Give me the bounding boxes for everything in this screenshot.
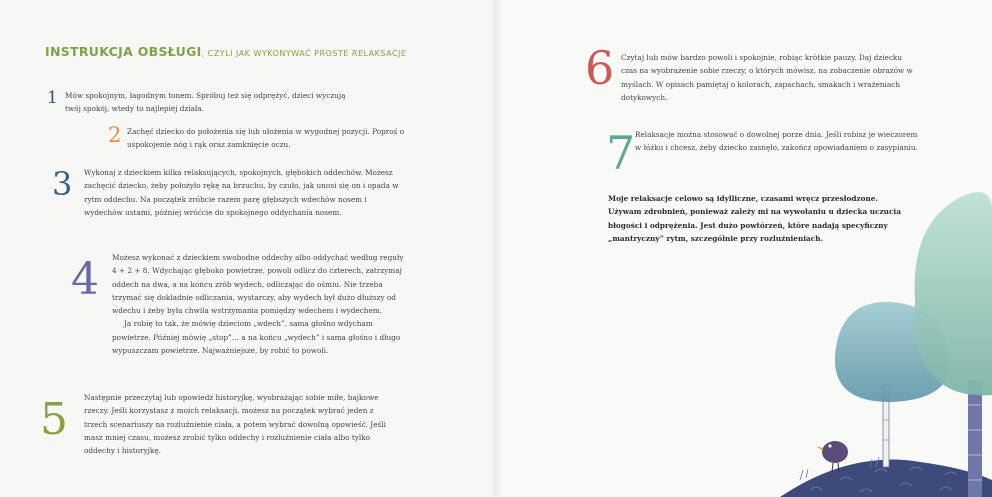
trunk-large bbox=[968, 380, 982, 497]
step-number: 5 bbox=[40, 394, 68, 445]
large-tree-crown bbox=[915, 192, 992, 395]
step-text: Wykonaj z dzieckiem kilka relaksujących, spokojnych, głębokich oddechów. Możesz zachęcić dziecko, żeby położyło rękę na brzuchu, by czuło, jak unosi się on i opada w rytm oddechu. Na początek zróbcie razem parę głębszych wdechów nosem i wydechów ustami, później wróćcie do spokojnego oddychania nosem. bbox=[84, 168, 399, 217]
author-note: Moje relaksacje celowo są idylliczne, czasami wręcz przesłodzone. Używam zdrobnień, ponieważ zależy mi na wywołaniu u dziecka uczucia błogości i odprężenia. Jest dużo powtórzeń, które nadają specyficzny „mantryczny” rytm, szczególnie przy rozluźnieniach. bbox=[608, 194, 901, 243]
step-text: Następnie przeczytaj lub opowiedz historyjkę, wyobrażając sobie miłe, bajkowe rzeczy. Jeśli korzystasz z moich relaksacji, możesz na początek wybrać jeden z trzech scenariuszy na rozluźnienie ciała, a potem wybrać dowolną opowieść. Jeśli masz mniej czasu, możesz zrobić tylko oddechy i rozluźnienie ciała albo tylko oddechy i historyjkę. bbox=[84, 393, 386, 456]
step-text: Zachęć dziecko do położenia się lub ułożenia w wygodnej pozycji. Poproś o uspokojenie nóg i rąk oraz zamknięcie oczu. bbox=[127, 127, 405, 150]
step-text: Możesz wykonać z dzieckiem swobodne oddechy albo oddychać według reguły 4 + 2 + 8. Wdychając głęboko powietrze, powoli odlicz do czterech, zatrzymaj oddech na dwa, a na końcu zrób wydech, odliczając do ośmiu. Nie trzeba trzymać się dokładnie odliczania, wystarczy, aby wydech był dużo dłuższy od wdechu i żeby była chwila wstrzymania pomiędzy wdechem i wydechem. bbox=[112, 253, 404, 316]
step-text: Relaksacje można stosować o dowolnej porze dnia. Jeśli robisz je wieczorem w łóżku i chcesz, żeby dziecko zasnęło, zakończ opowiadaniem o zasypianiu. bbox=[635, 130, 918, 153]
title-subtitle: , CZYLI JAK WYKONYWAĆ PROSTE RELAKSACJE bbox=[201, 49, 407, 58]
step-number: 1 bbox=[47, 88, 58, 108]
step-number: 7 bbox=[606, 126, 636, 180]
step-number: 4 bbox=[71, 254, 99, 305]
step-text-block bbox=[112, 251, 407, 357]
title-main: INSTRUKCJA OBSŁUGI bbox=[45, 44, 202, 59]
step-number: 2 bbox=[108, 123, 122, 147]
step-number: 6 bbox=[585, 41, 615, 95]
tree-illustration bbox=[780, 180, 992, 497]
page-title bbox=[45, 41, 406, 60]
step-text: Mów spokojnym, łagodnym tonem. Spróbuj też się odprężyć, dzieci wyczują twój spokój, wtedy to najlepiej działa. bbox=[65, 91, 346, 114]
step-text-paragraph-2: Ja robię to tak, że mówię dzieciom „wdech”, sama głośno wdycham powietrze. Później mówię „stop”… a na końcu „wydech” i sama głośno i długo wypuszczam powietrze. Najważniejsze, by robić to powoli. bbox=[112, 319, 401, 356]
book-gutter bbox=[490, 0, 502, 497]
step-text: Czytaj lub mów bardzo powoli i spokojnie, robiąc krótkie pauzy. Daj dziecku czas na wyobrażenie sobie rzeczy, o których mówisz, na zobaczenie obrazów w myślach. W opisach pamiętaj o kolorach, zapachach, smakach i wrażeniach dotykowych. bbox=[621, 53, 913, 102]
step-number: 3 bbox=[52, 165, 73, 203]
